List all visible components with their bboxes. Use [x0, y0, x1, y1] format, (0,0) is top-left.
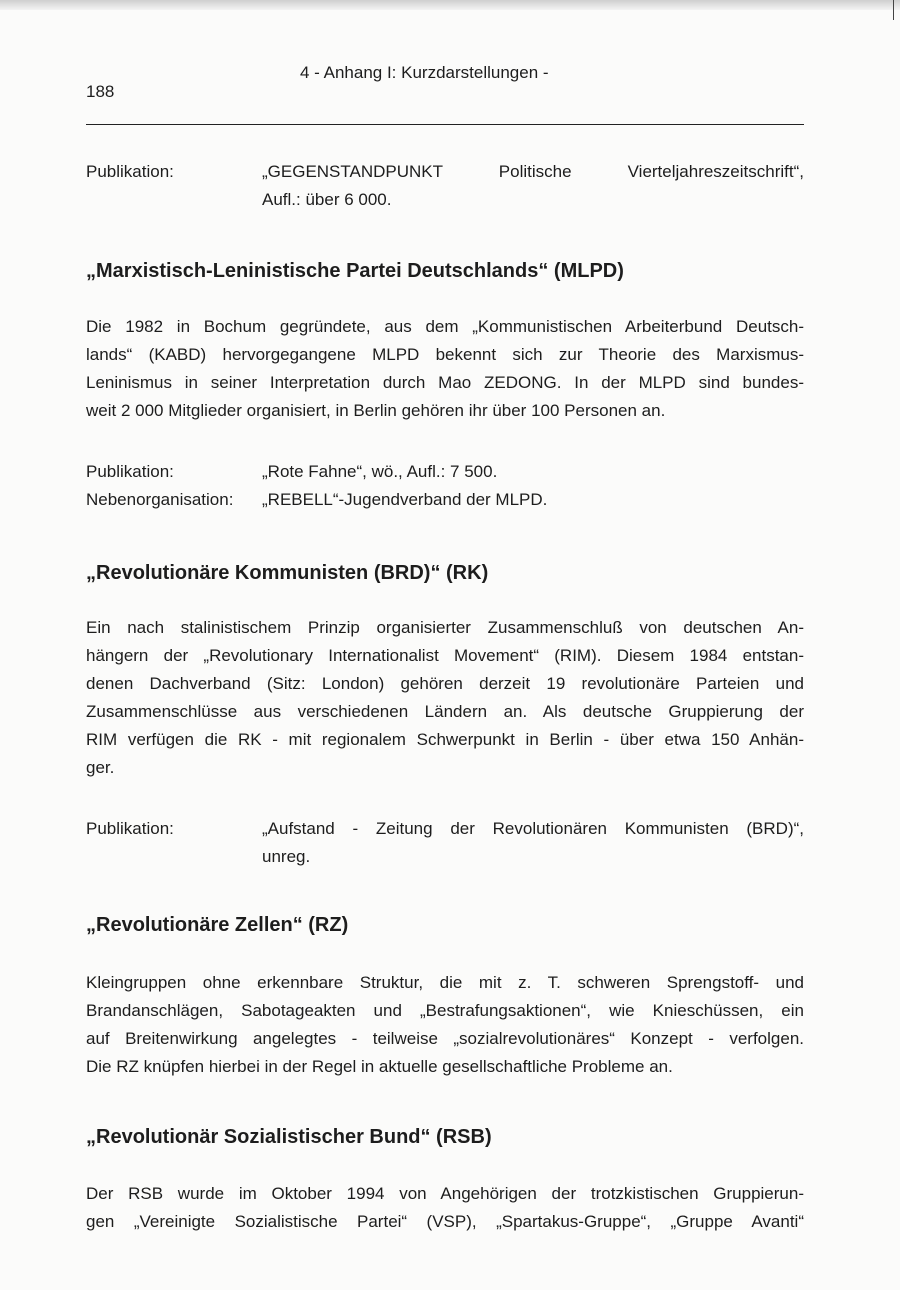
- text-line: Die RZ knüpfen hierbei in der Regel in aktuelle gesellschaftliche Probleme an.: [86, 1057, 673, 1076]
- publication-value-line: Aufl.: über 6 000.: [262, 190, 392, 209]
- publication-value: „Rote Fahne“, wö., Aufl.: 7 500.: [262, 462, 498, 481]
- text-line: auf Breitenwirkung angelegtes - teilweise „sozialrevolutionäres“ Konzept - verfolgen.: [86, 1029, 804, 1048]
- text-line: Ein nach stalinistischem Prinzip organisierter Zusammenschluß von deutschen An-: [86, 618, 804, 637]
- text-line: Kleingruppen ohne erkennbare Struktur, die mit z. T. schweren Sprengstoff- und: [86, 973, 804, 992]
- suborganisation-value: „REBELL“-Jugendverband der MLPD.: [262, 490, 548, 509]
- publication-label: Publikation:: [86, 162, 174, 181]
- section-title-rk: „Revolutionäre Kommunisten (BRD)“ (RK): [86, 562, 489, 584]
- publication-value-line: „GEGENSTANDPUNKT Politische Vierteljahreszeitschrift“,: [262, 162, 804, 181]
- header-rule: [86, 124, 804, 125]
- section-title-rsb: „Revolutionär Sozialistischer Bund“ (RSB): [86, 1126, 492, 1148]
- page-number: 188: [86, 82, 115, 101]
- text-line: Die 1982 in Bochum gegründete, aus dem „Kommunistischen Arbeiterbund Deutsch-: [86, 317, 804, 336]
- paragraph-mlpd: [86, 313, 804, 425]
- mlpd-publication-entry: [86, 458, 804, 486]
- text-line: Leninismus in seiner Interpretation durch Mao ZEDONG. In der MLPD sind bundes-: [86, 373, 804, 392]
- rk-publication-entry: [86, 815, 804, 871]
- mlpd-suborganisation-entry: [86, 486, 804, 514]
- publication-label: Publikation:: [86, 462, 174, 481]
- scan-mark: [893, 0, 894, 20]
- text-line: RIM verfügen die RK - mit regionalem Schwerpunkt in Berlin - über etwa 150 Anhän-: [86, 730, 804, 749]
- publication-value-line: „Aufstand - Zeitung der Revolutionären Kommunisten (BRD)“,: [262, 819, 804, 838]
- paragraph-rk: [86, 614, 804, 782]
- text-line: gen „Vereinigte Sozialistische Partei“ (VSP), „Spartakus-Gruppe“, „Gruppe Avanti“: [86, 1212, 804, 1231]
- publication-value: [262, 158, 804, 214]
- text-line: lands“ (KABD) hervorgegangene MLPD bekennt sich zur Theorie des Marxismus-: [86, 345, 804, 364]
- paragraph-rsb: [86, 1180, 804, 1236]
- publication-value: [262, 815, 804, 871]
- text-line: denen Dachverband (Sitz: London) gehören derzeit 19 revolutionäre Parteien und: [86, 674, 804, 693]
- text-line: Brandanschlägen, Sabotageakten und „Bestrafungsaktionen“, wie Knieschüssen, ein: [86, 1001, 804, 1020]
- text-line: Zusammenschlüsse aus verschiedenen Ländern an. Als deutsche Gruppierung der: [86, 702, 804, 721]
- text-line: ger.: [86, 758, 115, 777]
- publication-label: Publikation:: [86, 819, 174, 838]
- text-line: hängern der „Revolutionary Internationalist Movement“ (RIM). Diesem 1984 entstan-: [86, 646, 804, 665]
- section-title-rz: „Revolutionäre Zellen“ (RZ): [86, 914, 349, 936]
- scan-edge: [0, 0, 900, 10]
- text-line: Der RSB wurde im Oktober 1994 von Angehörigen der trotzkistischen Gruppierun-: [86, 1184, 804, 1203]
- top-publication-entry: [86, 158, 804, 214]
- paragraph-rz: [86, 969, 804, 1081]
- text-line: weit 2 000 Mitglieder organisiert, in Berlin gehören ihr über 100 Personen an.: [86, 401, 666, 420]
- running-head: 4 - Anhang I: Kurzdarstellungen -: [300, 63, 549, 82]
- section-title-mlpd: „Marxistisch-Leninistische Partei Deutschlands“ (MLPD): [86, 260, 624, 282]
- suborganisation-label: Nebenorganisation:: [86, 490, 234, 509]
- publication-value-line: unreg.: [262, 847, 311, 866]
